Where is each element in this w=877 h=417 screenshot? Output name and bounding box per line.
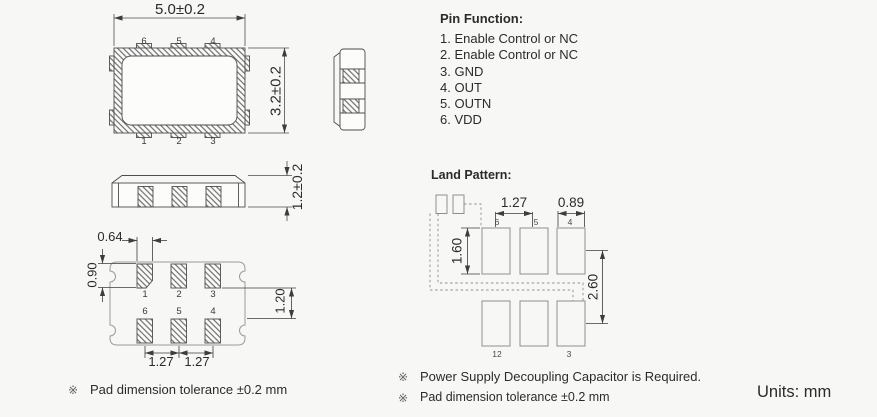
land-pad-width-label: 0.89	[557, 195, 585, 210]
pin-function-block	[440, 11, 578, 129]
bottom-view-pin-3: 3	[210, 289, 216, 300]
bottom-view-pad-1	[137, 264, 153, 288]
note-marker: ※	[68, 383, 79, 397]
bottom-view-pin-5: 5	[176, 306, 182, 317]
end-view-lid	[334, 53, 340, 127]
land-pin-5: 5	[533, 217, 539, 227]
bottom-view-pad-width-label: 0.64	[97, 229, 123, 244]
bottom-view-pin-2: 2	[176, 289, 182, 300]
note-marker: ※	[398, 370, 409, 384]
land-pad-2	[520, 301, 548, 346]
land-pattern-title: Land Pattern:	[431, 168, 512, 182]
bottom-view-pitch-label: 1.27	[148, 354, 174, 369]
front-view-drawing	[112, 161, 292, 221]
bottom-view-pad-4	[205, 319, 221, 343]
bottom-view-pad-6	[137, 319, 153, 343]
end-view-drawing	[334, 49, 365, 130]
note-right-2: Pad dimension tolerance ±0.2 mm	[420, 390, 610, 404]
bottom-view-pin-4: 4	[210, 306, 216, 317]
front-view-pad	[172, 187, 187, 208]
land-pad-6	[482, 228, 510, 274]
end-view-pad	[343, 69, 359, 83]
front-view-pad	[206, 187, 221, 208]
pin-function-item: 2. Enable Control or NC	[440, 47, 579, 63]
top-view-pin-3: 3	[210, 136, 216, 147]
bottom-view-row-gap-label: 1.20	[272, 288, 288, 314]
note-left: Pad dimension tolerance ±0.2 mm	[90, 382, 288, 397]
note-right-1: Power Supply Decoupling Capacitor is Required.	[420, 369, 702, 384]
land-pin-4: 4	[567, 217, 573, 227]
land-cap-pad	[436, 195, 447, 214]
bottom-view-pad-2	[171, 264, 187, 288]
pin-function-title: Pin Function:	[440, 11, 524, 26]
land-pattern-drawing	[430, 195, 608, 346]
pin-function-item: 3. GND	[440, 63, 484, 79]
end-view-body	[340, 49, 365, 130]
top-view-height-dim-label: 3.2±0.2	[267, 65, 285, 116]
top-view-pin-2: 2	[176, 136, 182, 147]
land-pin-12: 12	[492, 349, 502, 359]
top-view-pin-6: 6	[141, 36, 147, 47]
pin-function-item: 5. OUTN	[440, 96, 492, 112]
dim-064	[122, 237, 167, 261]
land-pitch-label: 1.27	[500, 195, 528, 210]
top-view-pin-5: 5	[176, 36, 182, 47]
note-marker: ※	[398, 391, 409, 405]
land-pin-6: 6	[494, 217, 500, 227]
front-view-height-dim	[248, 161, 292, 221]
top-view-lid	[122, 56, 237, 125]
land-pad-height-label: 1.60	[449, 237, 465, 265]
pin-function-item: 1. Enable Control or NC	[440, 31, 579, 46]
land-pad-1	[482, 301, 510, 346]
top-view-pin-4: 4	[210, 36, 216, 47]
bottom-view-pad-3	[205, 264, 221, 288]
land-pin-3: 3	[566, 349, 572, 359]
front-view-lid	[112, 176, 245, 184]
bottom-view-pad-5	[171, 319, 187, 343]
land-pad-3	[557, 301, 585, 346]
bottom-view-pin-1: 1	[142, 289, 148, 300]
land-row-spacing-label: 2.60	[585, 273, 601, 301]
front-view-height-dim-label: 1.2±0.2	[289, 163, 305, 211]
bottom-view-pitch-label: 1.27	[184, 354, 210, 369]
end-view-pad	[343, 99, 359, 113]
units-label: Units: mm	[757, 383, 832, 401]
land-cap-pad	[453, 195, 464, 214]
land-pad-4	[557, 228, 585, 274]
top-view-width-dim-label: 5.0±0.2	[155, 1, 205, 18]
dim-land-127	[496, 212, 533, 227]
bottom-view-drawing	[98, 237, 296, 358]
dim-090	[98, 249, 136, 302]
top-view-drawing	[110, 14, 290, 138]
land-pad-5	[520, 228, 548, 274]
top-view-pin-1: 1	[141, 136, 147, 147]
pin-function-item: 4. OUT	[440, 79, 482, 95]
bottom-view-pin-6: 6	[142, 306, 148, 317]
bottom-view-pad-height-label: 0.90	[84, 262, 100, 288]
front-view-pad	[138, 187, 153, 208]
pin-function-item: 6. VDD	[440, 112, 482, 128]
